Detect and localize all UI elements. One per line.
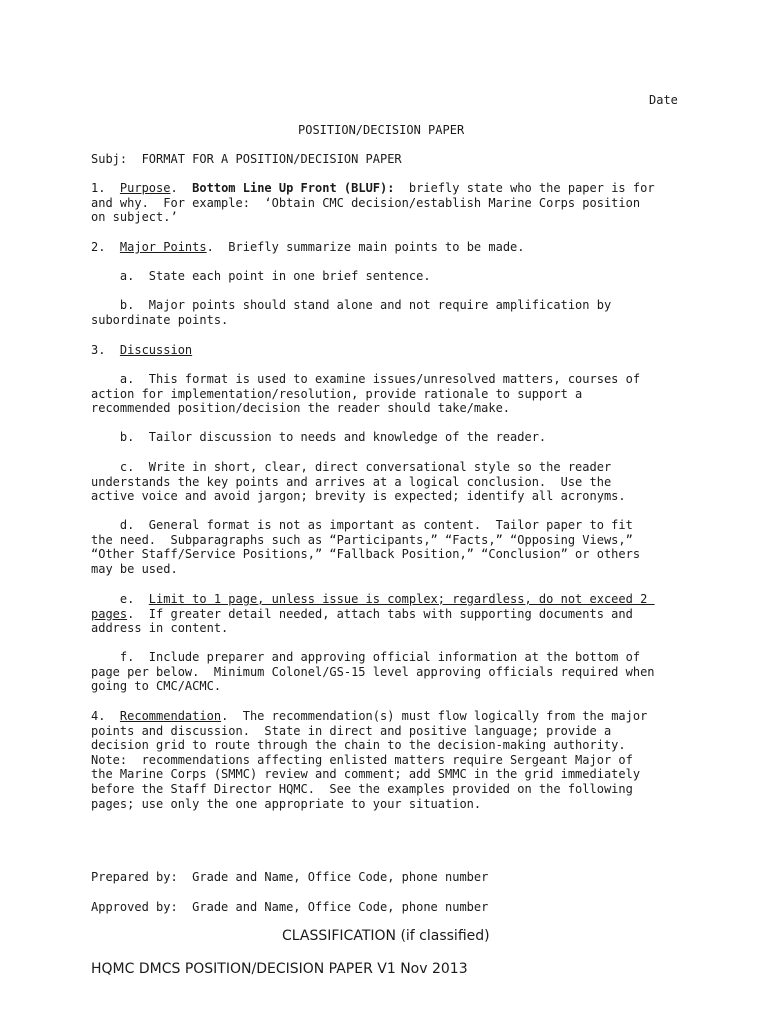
prepared-by-line: Prepared by: Grade and Name, Office Code, phone number xyxy=(91,870,489,884)
major-points-b-line1: b. Major points should stand alone and not require amplification by xyxy=(91,298,612,312)
section-number: 3. xyxy=(91,343,120,357)
classification-marking: CLASSIFICATION (if classified) xyxy=(282,928,490,944)
discussion-d-line2: the need. Subparagraphs such as “Participants,” “Facts,” “Opposing Views,” xyxy=(91,532,633,547)
recommendation-line2: points and discussion. State in direct and positive language; provide a xyxy=(91,723,612,738)
discussion-a-line1: a. This format is used to examine issues/unresolved matters, courses of xyxy=(91,372,641,386)
discussion-e xyxy=(91,592,691,636)
discussion-c xyxy=(91,460,691,504)
section-heading-discussion: Discussion xyxy=(119,343,193,357)
heading-separator: . xyxy=(170,181,193,195)
major-points-b xyxy=(91,298,691,327)
document-footer: HQMC DMCS POSITION/DECISION PAPER V1 Nov 2013 xyxy=(91,961,468,977)
major-points-b-line2: subordinate points. xyxy=(91,312,229,327)
discussion-f-line2: page per below. Minimum Colonel/GS-15 level approving officials required when xyxy=(91,664,655,679)
section-recommendation xyxy=(91,709,691,811)
discussion-e-line3: address in content. xyxy=(91,621,229,636)
section-heading-recommendation: Recommendation xyxy=(119,709,222,723)
purpose-line1-rest: briefly state who the paper is for xyxy=(394,181,655,195)
discussion-a-line2: action for implementation/resolution, provide rationale to support a xyxy=(91,386,583,401)
discussion-e-emphasis-line2: pages xyxy=(91,606,128,621)
recommendation-line1-rest: . The recommendation(s) must flow logically from the major xyxy=(221,709,648,723)
discussion-d-line4: may be used. xyxy=(91,561,178,576)
major-points-line1-rest: . Briefly summarize main points to be made. xyxy=(206,240,525,254)
discussion-a-line3: recommended position/decision the reader should take/make. xyxy=(91,401,511,416)
section-discussion xyxy=(91,343,691,358)
discussion-d-line3: “Other Staff/Service Positions,” “Fallback Position,” “Conclusion” or others xyxy=(91,547,641,562)
discussion-d xyxy=(91,518,691,576)
subject-line: Subj: FORMAT FOR A POSITION/DECISION PAPER xyxy=(91,152,402,166)
recommendation-line3: decision grid to route through the chain to the decision-making authority. xyxy=(91,738,626,753)
approved-by-line: Approved by: Grade and Name, Office Code, phone number xyxy=(91,900,489,914)
discussion-f xyxy=(91,650,691,694)
recommendation-line6: before the Staff Director HQMC. See the examples provided on the following xyxy=(91,781,633,796)
discussion-f-line1: f. Include preparer and approving official information at the bottom of xyxy=(91,650,641,664)
discussion-c-line2: understands the key points and arrives at a logical conclusion. Use the xyxy=(91,474,612,489)
section-number: 4. xyxy=(91,709,120,723)
purpose-line3: on subject.’ xyxy=(91,210,178,225)
discussion-e-emphasis-line1: Limit to 1 page, unless issue is complex; regardless, do not exceed 2 xyxy=(148,592,655,606)
purpose-line2: and why. For example: ‘Obtain CMC decision/establish Marine Corps position xyxy=(91,195,641,210)
bluf-label: Bottom Line Up Front (BLUF): xyxy=(192,181,395,195)
major-points-a: a. State each point in one brief sentence. xyxy=(91,269,431,283)
discussion-b: b. Tailor discussion to needs and knowledge of the reader. xyxy=(91,430,547,444)
section-major-points xyxy=(91,240,691,255)
discussion-c-line1: c. Write in short, clear, direct conversational style so the reader xyxy=(91,460,612,474)
section-heading-purpose: Purpose xyxy=(119,181,171,195)
recommendation-line5: the Marine Corps (SMMC) review and comment; add SMMC in the grid immediately xyxy=(91,767,641,782)
discussion-c-line3: active voice and avoid jargon; brevity is expected; identify all acronyms. xyxy=(91,489,626,504)
recommendation-line7: pages; use only the one appropriate to your situation. xyxy=(91,796,482,811)
discussion-e-line2-rest: . If greater detail needed, attach tabs with supporting documents and xyxy=(127,606,633,621)
discussion-d-line1: d. General format is not as important as content. Tailor paper to fit xyxy=(91,518,633,532)
section-heading-major-points: Major Points xyxy=(119,240,207,254)
section-purpose xyxy=(91,181,691,225)
discussion-f-line3: going to CMC/ACMC. xyxy=(91,679,222,694)
section-number: 1. xyxy=(91,181,120,195)
date-line: Date xyxy=(649,93,678,107)
page-title: POSITION/DECISION PAPER xyxy=(298,123,465,137)
discussion-e-prefix: e. xyxy=(91,592,149,606)
recommendation-line4: Note: recommendations affecting enlisted matters require Sergeant Major of xyxy=(91,752,633,767)
discussion-a xyxy=(91,372,691,416)
section-number: 2. xyxy=(91,240,120,254)
